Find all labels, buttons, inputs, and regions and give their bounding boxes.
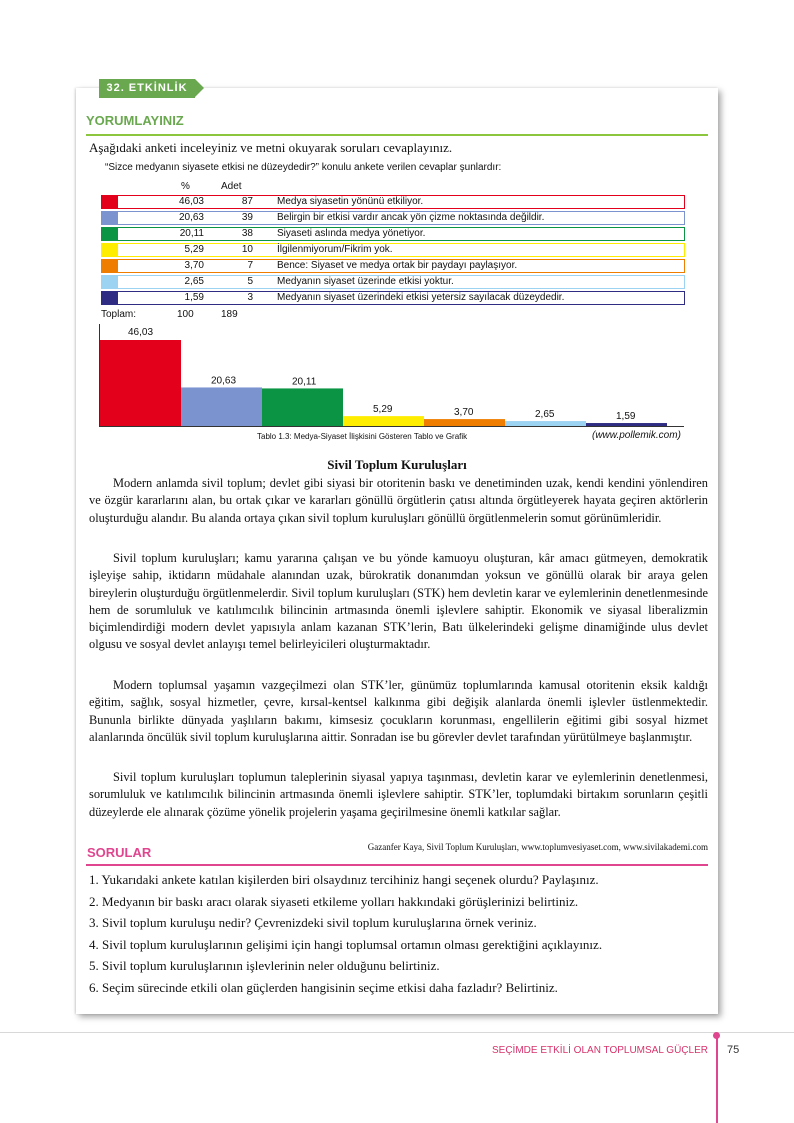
table-row bbox=[101, 211, 685, 225]
citation: Gazanfer Kaya, Sivil Toplum Kuruluşları, www.toplumvesiyaset.com, www.sivilakademi.com bbox=[367, 842, 708, 852]
totals-count: 189 bbox=[221, 309, 238, 320]
footer-marker-dot bbox=[713, 1032, 720, 1039]
footer-marker-line bbox=[716, 1035, 718, 1123]
bar-value-label: 2,65 bbox=[535, 409, 555, 421]
row-label: Medya siyasetin yönünü etkiliyor. bbox=[277, 196, 424, 207]
color-swatch bbox=[102, 260, 118, 272]
intro-text: Aşağıdaki anketi inceleyiniz ve metni okuyarak soruları cevaplayınız. bbox=[89, 140, 453, 155]
table-row bbox=[101, 275, 685, 289]
row-label: Medyanın siyaset üzerindeki etkisi yetersiz sayılacak düzeydedir. bbox=[277, 292, 565, 303]
percent-header: % bbox=[181, 181, 190, 192]
article-paragraph: Sivil toplum kuruluşları; kamu yararına çalışan ve bu yönde kamuoyu oluşturan, kâr amacı gütmeyen, demokratik işleyişe sahip, iktidarın müdahale alanından uzak, bürokratik donanımdan yoksun ve gönüllü olarak bir araya gelen bireylerin oluşturduğu örgütlenmelerdir. Sivil toplum kuruluşları (STK) hem devletin karar ve eylemlerinin denetlenmesinde hem de sorumluluk ve katılımcılık bilincinin artmasında önemli işlevlere sahiptir. Ekonomik ve siyasal liberalizmin biçimlendirdiği modern devlet yapısıyla anlam kazanan STK’lerin, Batı ülkelerindeki gelişme dinamiğinde ulus devlet olgusu ve sosyal devlet anlayışı temel belirleyicileri oluşturmaktadır. bbox=[89, 551, 708, 652]
chart-bar bbox=[505, 421, 586, 426]
bar-value-label: 20,11 bbox=[292, 376, 317, 388]
row-count: 10 bbox=[241, 244, 253, 255]
section-title: YORUMLAYINIZ bbox=[86, 113, 184, 128]
row-count: 87 bbox=[241, 196, 253, 207]
survey-question: “Sizce medyanın siyasete etkisi ne düzeydedir?” konulu ankete verilen cevaplar şunlardır: bbox=[105, 162, 502, 173]
chart-caption: Tablo 1.3: Medya-Siyaset İlişkisini Gösteren Tablo ve Grafik bbox=[257, 432, 468, 441]
chart-bar bbox=[343, 416, 424, 426]
bar-value-label: 5,29 bbox=[373, 404, 393, 416]
section-divider bbox=[86, 134, 708, 136]
color-swatch bbox=[102, 212, 118, 224]
row-label: Bence: Siyaset ve medya ortak bir paydayı paylaşıyor. bbox=[277, 260, 518, 271]
article-paragraph: Modern anlamda sivil toplum; devlet gibi siyasi bir otoritenin baskı ve denetiminden uzak, kendi kendini yönlendiren ve özgür kararlarını alan, bu ortak çıkar ve kararları gönüllü örgütlerin çatısı altında örgütleyerek hayata geçiren aktörlerin oluşturduğu alandır. Bu alanda ortaya çıkan sivil toplum kuruluşları gönüllü örgütlenmelerin somut görünümleridir. bbox=[89, 476, 708, 525]
footer-chapter: SEÇİMDE ETKİLİ OLAN TOPLUMSAL GÜÇLER bbox=[492, 1045, 708, 1056]
article-paragraph: Modern toplumsal yaşamın vazgeçilmezi olan STK’ler, günümüz toplumlarında kamusal otoritenin eksik kaldığı eğitim, sağlık, sosyal hizmetler, çevre, kırsal-kentsel kalkınma gibi değişik alanlarda önemli işlevler üstlenmektedir. Bununla birlikte dünyada yaşlıların bakımı, kimsesiz çocukların korunması, engellilerin eğitimi gibi sosyal hizmet alanlarında öncülük sivil toplum kuruluşlarına aittir. Sonradan ise bu görevler devlet tarafından yürütülmeye başlanmıştır. bbox=[89, 678, 708, 744]
chart-bar bbox=[100, 340, 181, 426]
bar-value-label: 1,59 bbox=[616, 411, 636, 423]
footer-divider bbox=[0, 1032, 794, 1033]
row-count: 5 bbox=[247, 276, 253, 287]
bar-value-label: 20,63 bbox=[211, 375, 237, 387]
bar-value-label: 3,70 bbox=[454, 407, 474, 419]
totals-percent: 100 bbox=[177, 309, 194, 320]
row-count: 39 bbox=[241, 212, 253, 223]
table-row bbox=[101, 227, 685, 241]
table-row bbox=[101, 243, 685, 257]
totals-label: Toplam: bbox=[101, 309, 137, 320]
color-swatch bbox=[102, 276, 118, 288]
question-item: 2. Medyanın bir baskı aracı olarak siyaseti etkileme yolları hakkındaki görüşlerinizi belirtiniz. bbox=[89, 894, 579, 909]
table-row bbox=[101, 259, 685, 273]
row-label: Belirgin bir etkisi vardır ancak yön çizme noktasında değildir. bbox=[277, 212, 545, 223]
chart-bar bbox=[586, 423, 667, 426]
color-swatch bbox=[102, 244, 118, 256]
count-header: Adet bbox=[221, 181, 242, 192]
page-footer-band bbox=[0, 1030, 794, 1123]
questions-divider bbox=[86, 864, 708, 866]
question-item: 5. Sivil toplum kuruluşlarının işlevlerinin neler olduğunu belirtiniz. bbox=[89, 958, 440, 973]
row-label: Siyaseti aslında medya yönetiyor. bbox=[277, 228, 426, 239]
chart-bar bbox=[181, 387, 262, 426]
color-swatch bbox=[102, 196, 118, 208]
questions-title: SORULAR bbox=[87, 845, 152, 860]
row-percent: 2,65 bbox=[184, 276, 204, 287]
row-count: 3 bbox=[247, 292, 253, 303]
row-percent: 46,03 bbox=[178, 196, 204, 207]
row-percent: 1,59 bbox=[184, 292, 204, 303]
color-swatch bbox=[102, 228, 118, 240]
chart-bar bbox=[262, 388, 343, 426]
activity-badge: 32. ETKİNLİK bbox=[99, 79, 195, 98]
page-number: 75 bbox=[727, 1044, 740, 1056]
table-row bbox=[101, 195, 685, 209]
row-percent: 5,29 bbox=[184, 244, 204, 255]
question-item: 3. Sivil toplum kuruluşu nedir? Çevrenizdeki sivil toplum kuruluşlarına örnek veriniz. bbox=[89, 915, 537, 930]
color-swatch bbox=[102, 292, 118, 304]
bar-value-label: 46,03 bbox=[128, 327, 154, 338]
table-row bbox=[101, 291, 685, 305]
chart-source: (www.pollemik.com) bbox=[592, 430, 681, 441]
row-count: 38 bbox=[241, 228, 253, 239]
question-item: 1. Yukarıdaki ankete katılan kişilerden biri olsaydınız tercihiniz hangi seçenek olurdu? Paylaşınız. bbox=[89, 872, 599, 887]
article-paragraph: Sivil toplum kuruluşları toplumun taleplerinin siyasal yapıya taşınması, devletin karar ve eylemlerinin denetlenmesi, sorumluluk ve katılımcılık bilincinin artmasında önemli işlevlere sahiptir. STK’ler, toplumdaki birtakım sorunların çeşitli düzeylerde ele alınarak çözüme yönelik projelerin yaşama geçirilmesine önemli katkılar sağlar. bbox=[89, 770, 708, 819]
row-percent: 20,63 bbox=[178, 212, 204, 223]
row-count: 7 bbox=[247, 260, 253, 271]
bar-chart bbox=[99, 322, 684, 430]
question-item: 4. Sivil toplum kuruluşlarının gelişimi için hangi toplumsal ortamın olması gerektiğini açıklayınız. bbox=[89, 937, 603, 952]
row-label: İlgilenmiyorum/Fikrim yok. bbox=[277, 244, 393, 255]
row-percent: 3,70 bbox=[184, 260, 204, 271]
chart-bar bbox=[424, 419, 505, 426]
row-label: Medyanın siyaset üzerinde etkisi yoktur. bbox=[277, 276, 454, 287]
row-percent: 20,11 bbox=[179, 228, 204, 239]
article-title: Sivil Toplum Kuruluşları bbox=[327, 457, 467, 472]
question-item: 6. Seçim sürecinde etkili olan güçlerden hangisinin seçime etkisi daha fazladır? Belirtiniz. bbox=[89, 980, 558, 995]
